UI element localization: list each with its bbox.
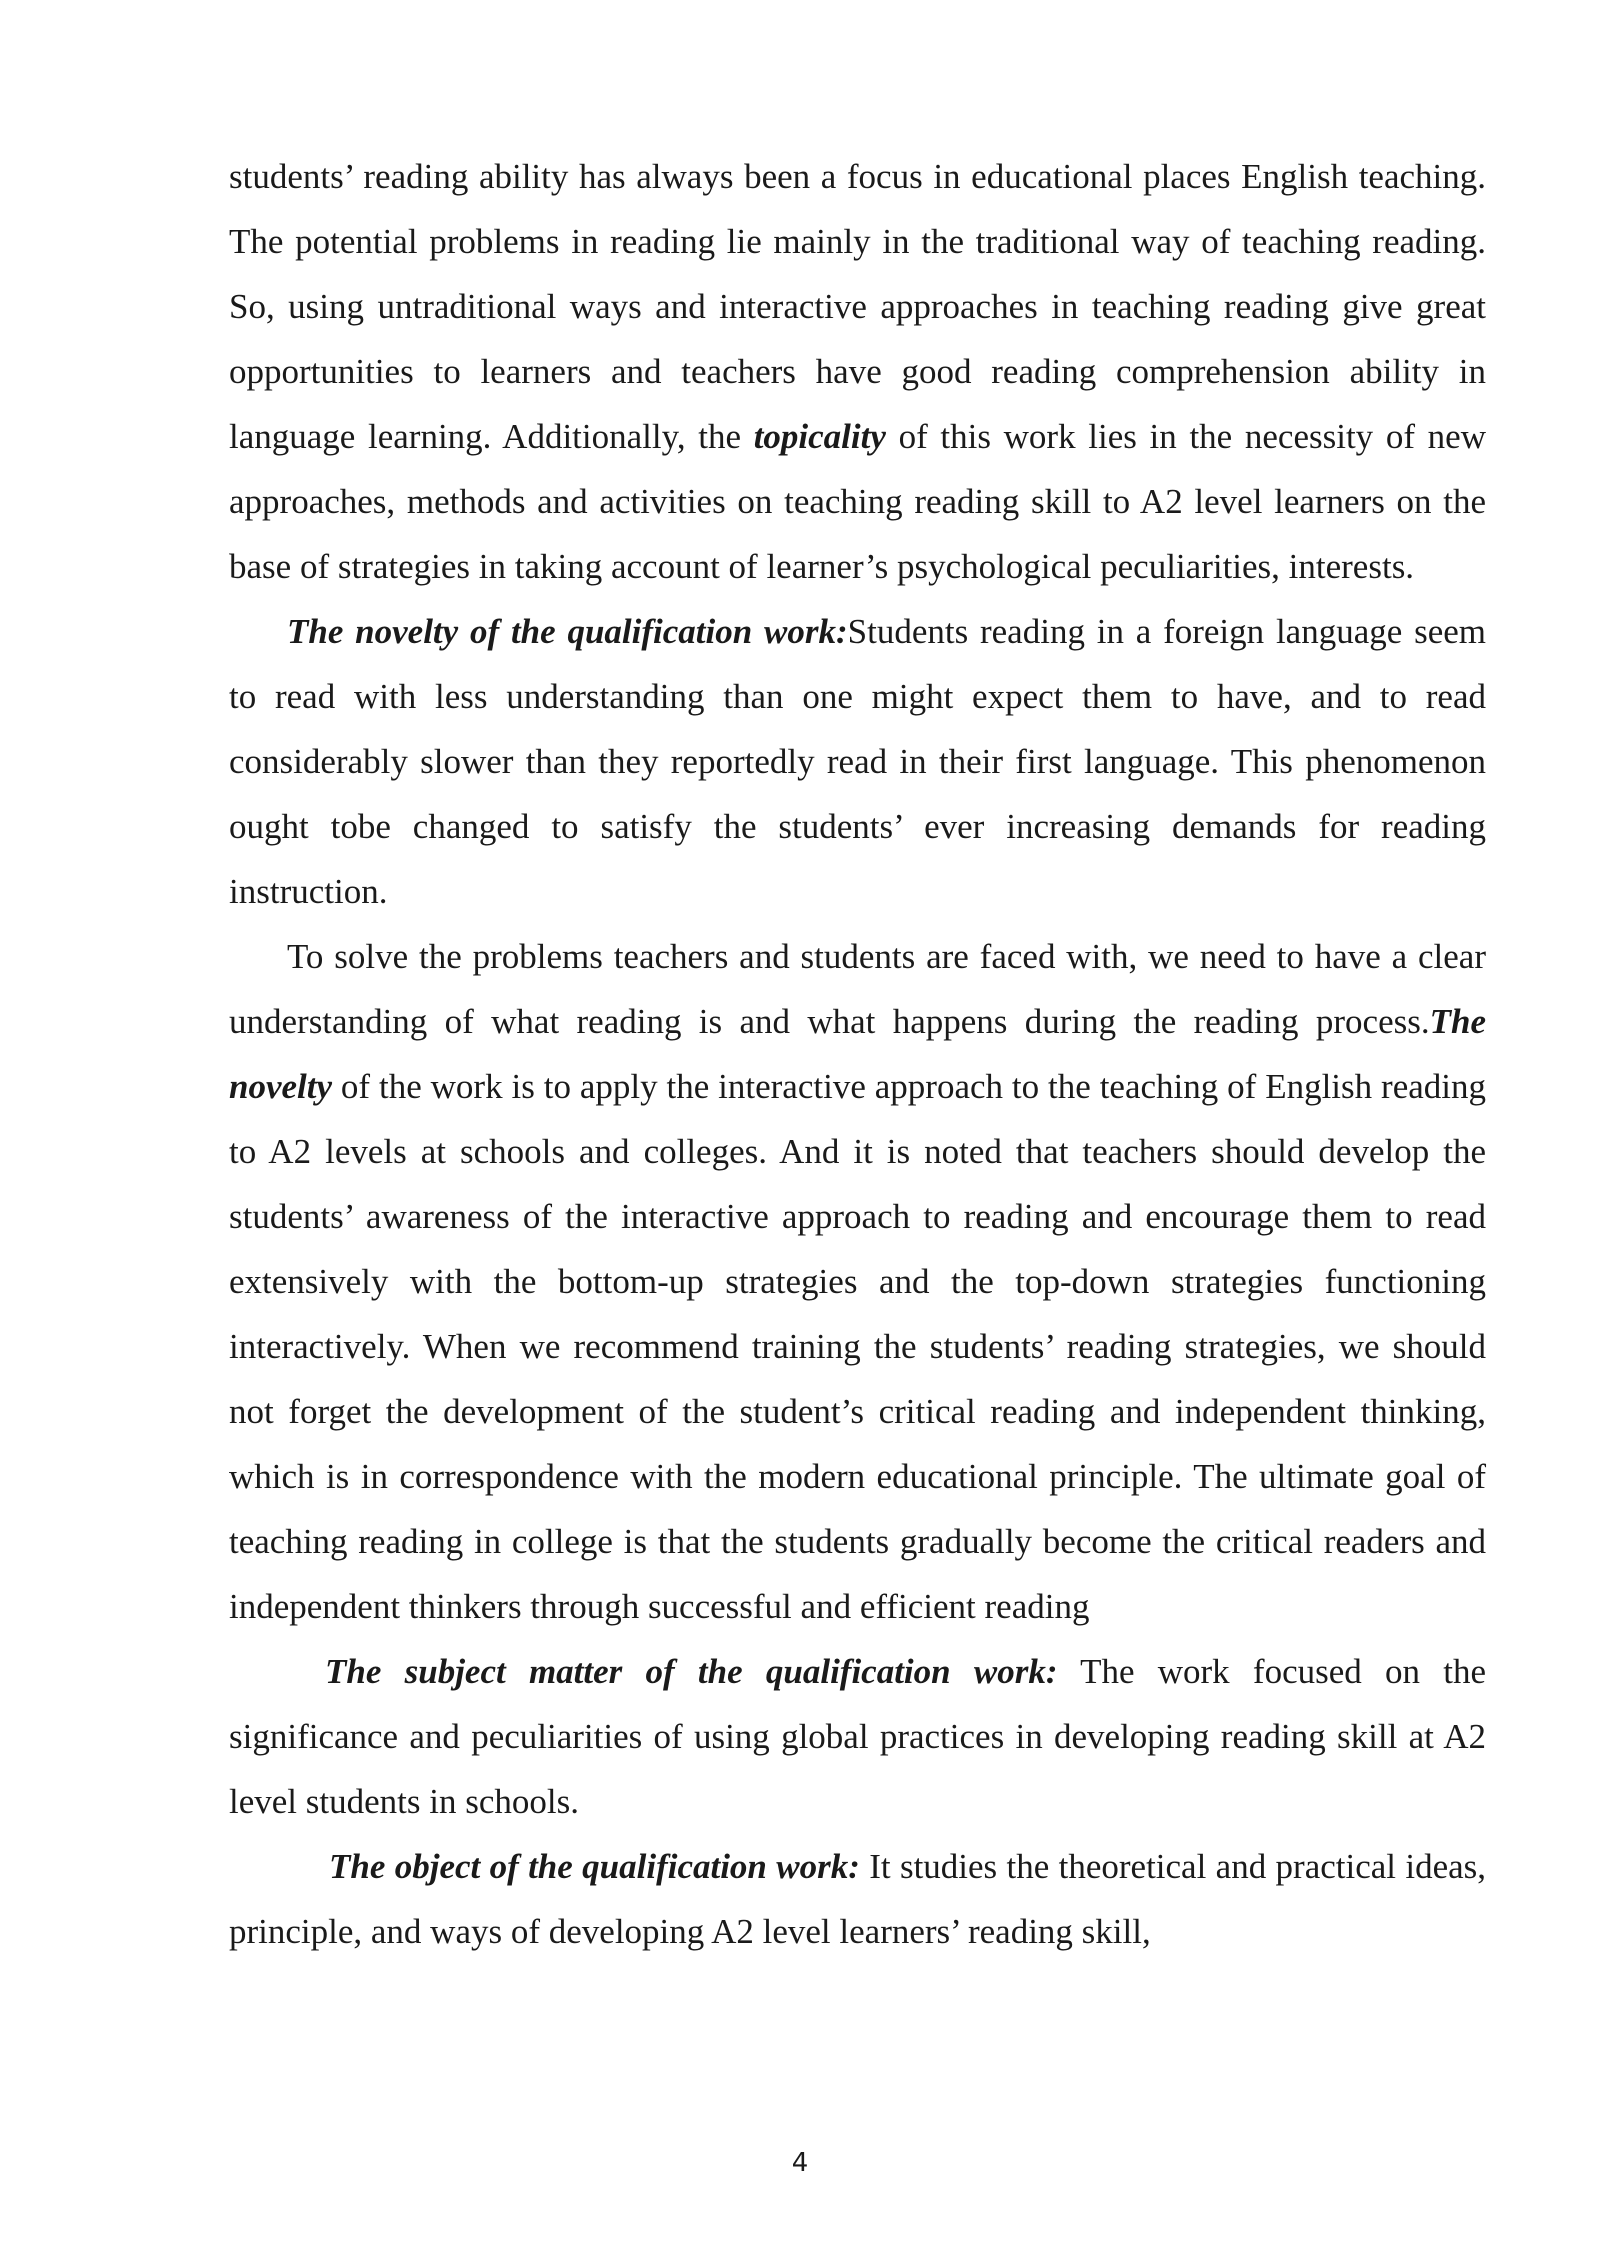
paragraph-text: students’ reading ability has always been a focus in educational places English teaching. The potential problems in reading lie mainly in the traditional way of teaching reading. So, using untraditional ways and interactive approaches in teaching reading give great opportunities to learners and teachers have good reading comprehension ability in language learning. Additionally, the [229, 157, 1486, 456]
section-heading-novelty: The novelty of the qualification work: [287, 612, 848, 651]
emphasis-novelty: The novelty [229, 1002, 1486, 1106]
paragraph-text: The work focused on the significance and peculiarities of using global practices in developing reading skill at A2 level students in schools. [229, 1652, 1486, 1821]
page-number: 4 [791, 2148, 809, 2178]
emphasis-topicality: topicality [753, 417, 886, 456]
paragraph-text: Students reading in a foreign language seem to read with less understanding than one might expect them to have, and to read considerably slower than they reportedly read in their first language. This phenomenon ought tobe changed to satisfy the students’ ever increasing demands for reading instruction. [229, 612, 1486, 911]
paragraph-text: To solve the problems teachers and students are faced with, we need to have a clear understanding of what reading is and what happens during the reading process. [229, 937, 1486, 1041]
paragraph-topicality [229, 144, 1486, 599]
paragraph-text: It studies the theoretical and practical ideas, principle, and ways of developing A2 level learners’ reading skill, [229, 1847, 1487, 1951]
paragraph-object [229, 1834, 1486, 1964]
paragraph-text: of the work is to apply the interactive approach to the teaching of English reading to A2 levels at schools and colleges. And it is noted that teachers should develop the students’ awareness of the interactive approach to reading and encourage them to read extensively with the bottom-up strategies and the top-down strategies functioning interactively. When we recommend training the students’ reading strategies, we should not forget the development of the student’s critical reading and independent thinking, which is in correspondence with the modern educational principle. The ultimate goal of teaching reading in college is that the students gradually become the critical readers and independent thinkers through successful and efficient reading [229, 1067, 1486, 1626]
section-heading-object: The object of the qualification work: [329, 1847, 860, 1886]
paragraph-text: of this work lies in the necessity of new approaches, methods and activities on teaching reading skill to A2 level learners on the base of strategies in taking account of learner’s psychological peculiarities, interests. [229, 417, 1486, 586]
paragraph-subject-matter [229, 1639, 1486, 1834]
paragraph-novelty-heading [229, 599, 1486, 924]
paragraph-novelty-details [229, 924, 1486, 1639]
body-text [229, 144, 1486, 1964]
section-heading-subject-matter: The subject matter of the qualification work: [325, 1652, 1058, 1691]
